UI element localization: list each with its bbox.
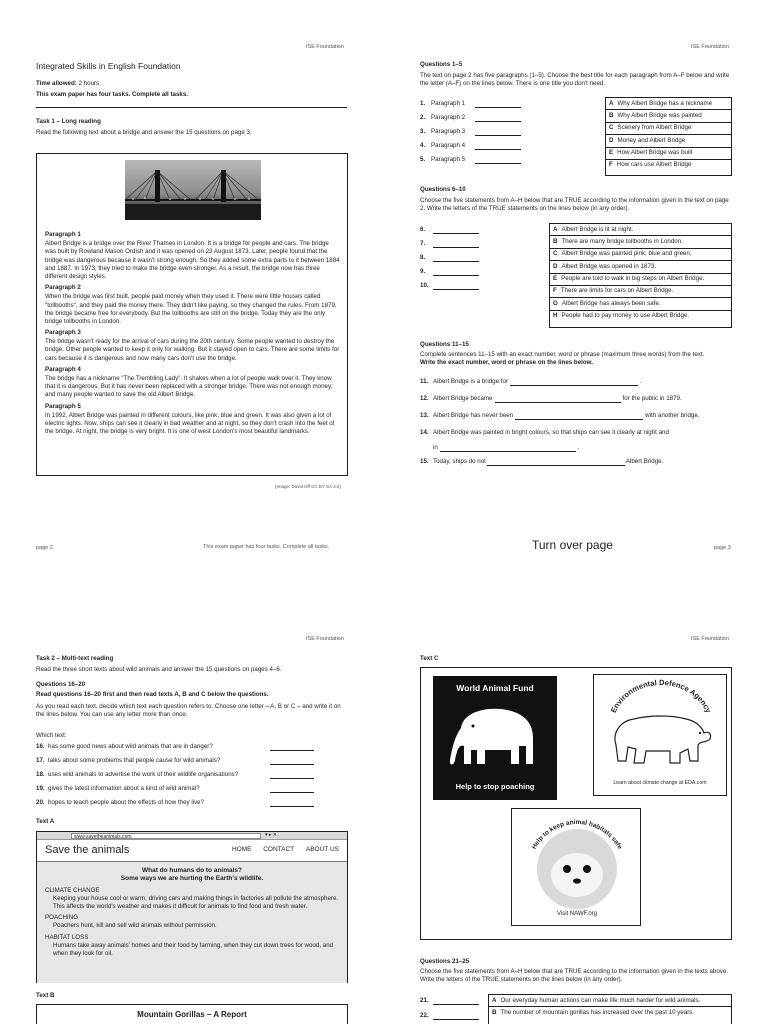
option-item [550,249,731,261]
q14-sentence [420,429,669,437]
q16-row [36,743,314,751]
q16-instruction: As you read each text, decide which text each question refers to. Choose one letter – A, B or C – and write it on the lines below. You can use any letter more than once. [36,703,341,719]
question-number: 19. [36,785,45,792]
which-text: Which text: [36,732,67,739]
option-item [606,160,731,171]
paragraph-text: The bridge has a nickname "The Trembling Lady". It shakes when a lot of people walk over it. They know that it is dangerous. But it has never been replaced with a stronger bridge. There was not enough money, and many people wanted to save the old Albert Bridge. [45,375,333,399]
option-letter: E [609,149,614,157]
answer-line[interactable] [510,380,638,386]
text-b-box [36,1004,348,1024]
sentence-start: Albert Bridge is a bridge for [433,378,508,385]
q6-answer-row [420,240,479,248]
browser-controls-icon: ▾ ▸ ✕ [265,832,277,839]
option-letter: B [553,237,558,245]
question-number: 14. [420,429,429,436]
bridge-photo [125,160,261,220]
option-item [606,110,731,122]
sentence-end: Albert Bridge. [625,458,664,465]
option-letter: F [553,287,557,295]
q6-answer-row [420,268,479,276]
bullet-heading: CLIMATE CHANGE [45,886,100,894]
answer-line[interactable] [475,102,521,108]
page-header: ISE Foundation [691,44,729,50]
paragraph-text: Albert Bridge is a bridge over the River Thames in London. It is a bridge for people and cars. The bridge was built by Rowland Mason Ordish and it was opened on 23 August 1873. Later, people found that the bridge was dangerous because it wasn't strong enough. So they added some extra parts to it between 1884 and 1887. In 1973, they tried to make the bridge even stronger. As a result, the bridge now has three different design styles. [45,240,340,280]
answer-line[interactable] [270,759,314,765]
q21-options-box [488,994,732,1024]
site-subtitle: Some ways we are hurting the Earth's wildlife. [120,875,264,883]
eda-arc-text: Environmental Defence Agency [608,677,714,715]
sentence-end: with another bridge. [645,412,700,419]
option-item [550,311,731,322]
footer-note: This exam paper has four tasks. Complete all tasks. [203,544,330,550]
option-letter: D [609,136,614,144]
seal-icon [551,853,603,897]
option-letter: C [553,250,558,258]
option-text: People are told to walk in big steps on Albert Bridge. [561,275,705,283]
site-bullet [45,934,339,959]
question-number: 21. [420,997,429,1004]
option-item [606,135,731,147]
q16-title: Questions 16–20 [36,681,86,688]
answer-line[interactable] [475,144,521,150]
question-number: 1. [420,100,426,107]
world-animal-fund-ad [433,676,557,800]
q20-row [36,799,314,807]
sentence-start: Today, ships do not [433,458,486,465]
answer-line[interactable] [487,460,625,466]
option-letter: H [553,312,558,320]
answer-label: Paragraph 3 [431,128,466,135]
answer-line[interactable] [270,801,314,807]
option-item [550,298,731,310]
sentence-end: . [577,444,580,451]
option-letter: A [553,225,558,233]
option-item [489,1007,731,1018]
option-text: How Albert Bridge was built [617,149,693,157]
nav-about-us[interactable]: ABOUT US [305,845,339,853]
ad-slogan: Help to stop poaching [455,782,535,792]
answer-label: Paragraph 1 [431,100,466,107]
option-item [550,236,731,248]
answer-line[interactable] [440,446,576,452]
page-header: ISE Foundation [306,44,344,50]
text-a-label: Text A [36,818,55,825]
question-number: 17. [36,757,45,764]
site-nav [222,846,339,855]
question-number: 16. [36,743,45,750]
answer-line[interactable] [433,228,479,234]
paragraph-4 [45,366,340,400]
answer-line[interactable] [270,787,314,793]
q15-sentence [420,458,663,466]
q6-options-box [549,223,732,328]
site-header [37,840,347,862]
option-item [550,261,731,273]
q1-answer-row [420,142,521,150]
q17-row [36,757,314,765]
answer-label: Paragraph 4 [431,142,466,149]
q11-instruction [420,351,735,367]
site-content [37,862,347,983]
turn-over-text: Turn over page [532,538,613,552]
paragraph-list [45,228,340,436]
q1-instruction: The text on page 2 has five paragraphs (1–5). Choose the best title for each paragraph from A–F below and write the letter (A–F) on the lines below. There is one title you don't need. [420,72,730,88]
paragraph-heading: Paragraph 5 [45,402,81,410]
sentence-end: . [639,378,642,385]
sentence-continuation: in [433,444,438,451]
option-text: Why Albert Bridge was painted [617,111,702,119]
site-bullet [45,914,339,930]
question-number: 6. [420,226,426,233]
option-letter: C [609,124,614,132]
q21-title: Questions 21–25 [420,958,470,965]
option-item [606,98,731,110]
eda-logo [594,675,728,775]
option-item [606,123,731,135]
question-number: 13. [420,412,429,419]
option-text: Albert Bridge has always been safe. [561,299,661,307]
q21-instruction: Choose the five statements from A–H below that are TRUE according to the information given in the texts above. Write the letters of the TRUE statements on the lines below (in any order). [420,968,729,984]
option-item [550,274,731,286]
bullet-text: Poachers hunt, kill and sell wild animals without permission. [53,922,217,930]
question-text: talks about some problems that people cause for wild animals? [48,757,221,764]
question-number: 9. [420,268,426,275]
svg-text:Environmental Defence Agency [609,678,714,715]
question-number: 15. [420,458,429,465]
q1-answer-row [420,100,521,108]
question-number: 10. [420,282,429,289]
website-screenshot [36,831,348,983]
page-number: page 3 [714,545,731,551]
paragraph-5 [45,403,340,437]
option-text: There are many bridge tollbooths in London. [561,237,683,245]
answer-line[interactable] [495,397,621,403]
sentence-start: Albert Bridge became [433,395,493,402]
answer-line[interactable] [475,116,521,122]
question-text: has some good news about wild animals that are in danger? [48,743,213,750]
nawf-ad [511,808,641,926]
question-text: gives the latest information about a kind of wild animal? [48,785,200,792]
q6-answer-row [420,226,479,234]
paragraph-1 [45,231,340,281]
text-b-title: Mountain Gorillas – A Report [137,1010,247,1019]
image-credit: (Image: David Iliff CC BY SA 3.0) [275,484,341,489]
option-letter: A [492,996,497,1004]
q1-answer-row [420,156,521,164]
q6-answer-row [420,282,479,290]
paragraph-heading: Paragraph 1 [45,231,81,238]
answer-line[interactable] [270,773,314,779]
question-number: 12. [420,395,429,402]
nawf-arc-text: Help to keep animal habitats safe [530,818,624,851]
option-item [550,286,731,298]
paragraph-heading: Paragraph 3 [45,329,81,337]
paragraph-2 [45,284,340,326]
reading-text-box [36,153,348,476]
question-number: 7. [420,240,426,247]
option-text: Albert Bridge is lit at night. [561,225,634,233]
q13-sentence [420,412,700,420]
site-bullet [45,887,339,912]
bullet-heading: HABITAT LOSS [45,933,89,941]
answer-label: Paragraph 2 [431,114,466,121]
option-letter: A [609,99,614,107]
paragraph-text: In 1992, Albert Bridge was painted in different colours, like pink, blue and green. It was also given a lot of electric lights. Now, ships can see it clearly in bad weather and at night, so they don't crash into the feet of the bridge. At night, the bridge is very bright. It is one of west London's most beautiful landmarks. [45,411,335,436]
exam-title: Integrated Skills in English Foundation [36,61,181,71]
option-text: People had to pay money to use Albert Bridge. [561,312,690,320]
answer-line[interactable] [475,158,521,164]
answer-line[interactable] [475,130,521,136]
page-number: page 2 [36,545,53,551]
divider [36,107,347,108]
option-letter: E [553,275,558,283]
polar-bear-icon [615,716,711,763]
q6-title: Questions 6–10 [420,186,466,193]
paragraph-heading: Paragraph 2 [45,284,81,292]
option-item [606,148,731,160]
paragraph-3 [45,329,340,363]
option-item [550,224,731,236]
task-title: Task 2 – Multi-text reading [36,655,114,662]
answer-line[interactable] [433,270,479,276]
question-text: uses wild animals to advertise the work of their wildlife organisations? [48,771,239,778]
bridge-illustration [125,160,261,220]
q12-sentence [420,395,682,403]
task-title: Task 1 – Long reading [36,118,101,125]
question-number: 3. [420,128,426,135]
q6-answer-list [420,224,490,294]
address-bar[interactable]: www.savetheanimals.com [71,833,261,839]
q11-instruction-text: Complete sentences 11–15 with an exact number, word or phrase (maximum three words) from the text. [420,351,705,358]
question-number: 22. [420,1012,429,1019]
option-text: Albert Bridge was opened in 1873. [561,262,657,270]
q11-title: Questions 11–15 [420,341,469,348]
question-number: 4. [420,142,426,149]
option-item [489,995,731,1007]
tasks-note: This exam paper has four tasks. Complete all tasks. [36,91,188,98]
question-number: 2. [420,114,426,121]
question-text: hopes to teach people about the effects of how they live? [48,799,205,806]
paragraph-text: When the bridge was first built, people paid money when they used it. There were little houses called "tollbooths", and they paid the money there. They didn't like paying, so they changed the rules. From 1879, the bridge became free for everybody. But the tollbooths are still on the bridge. Today they are the only bridge tollbooths in London. [45,293,337,325]
question-number: 18. [36,771,45,778]
question-number: 8. [420,254,426,261]
nawf-logo [512,809,642,927]
q16-bold-instruction: Read questions 16–20 first and then read texts A, B and C below the questions. [36,691,269,698]
q1-options-box [605,97,732,176]
option-letter: G [553,299,558,307]
q6-answer-row [420,254,479,262]
q18-row [36,771,314,779]
page-header: ISE Foundation [306,636,344,642]
text-c-label: Text C [420,655,439,662]
answer-line[interactable] [433,1014,479,1020]
q1-answer-row [420,114,521,122]
q1-answer-list [420,98,600,168]
answer-line[interactable] [433,284,479,290]
q11-instruction-bold: Write the exact number, word or phrase on the lines below. [420,359,593,367]
option-letter: D [553,262,558,270]
answer-label: Paragraph 5 [431,156,466,163]
answer-line[interactable] [433,242,479,248]
sentence-start: Albert Bridge was painted in bright colours, so that ships can see it clearly at night and [433,429,669,436]
option-letter: F [609,161,613,169]
ad-title: World Animal Fund [456,683,534,693]
answer-line[interactable] [270,745,314,751]
answer-line[interactable] [515,414,643,420]
option-letter: B [492,1008,497,1016]
site-question: What do humans do to animals? [141,866,243,874]
text-c-box [420,667,732,940]
sentence-end: for the public in 1879. [622,395,682,402]
q19-row [36,785,314,793]
page-header: ISE Foundation [691,636,729,642]
q22-row [420,1012,479,1020]
option-text: Scenery from Albert Bridge [617,124,692,132]
bullet-heading: POACHING [45,914,79,922]
nav-home[interactable]: HOME [231,845,252,853]
answer-line[interactable] [433,256,479,262]
q14-continuation [433,444,580,452]
option-text: Why Albert Bridge has a nickname [617,99,713,107]
task-instruction: Read the following text about a bridge and answer the 15 questions on page 3. [36,129,252,136]
question-number: 5. [420,156,426,163]
q21-row [420,997,479,1005]
time-allowed [36,80,99,88]
eda-note: Learn about climate change at EDA.com [613,780,707,787]
q11-sentence [420,378,642,386]
option-text: Our everyday human actions can make life much harder for wild animals. [500,996,701,1004]
q1-title: Questions 1–5 [420,61,463,68]
time-value: 2 hours [78,80,100,87]
option-text: The number of mountain gorillas has increased over the past 10 years. [500,1008,695,1016]
task-instruction: Read the three short texts about wild animals and answer the 15 questions on pages 4–6. [36,666,282,673]
q6-instruction: Choose the five statements from A–H below that are TRUE according to the information given in the text on page 2. Write the letters of the TRUE statements on the lines below (in any order). [420,197,729,213]
site-title: Save the animals [45,844,130,856]
bullet-text: Keeping your house cool or warm, driving cars and making things in factories all pollute the atmosphere. This affects the world's weather and makes it difficult for animals to find food and fresh water. [53,894,339,911]
text-b-label: Text B [36,992,55,999]
nawf-visit: Visit NAWF.org [556,911,598,917]
option-letter: B [609,111,614,119]
sentence-start: Albert Bridge has never been [433,412,514,419]
question-number: 11. [420,378,429,385]
eda-ad [593,674,727,796]
elephant-icon [433,698,557,778]
option-text: How cars use Albert Bridge [616,161,692,169]
answer-line[interactable] [433,999,479,1005]
paragraph-text: The bridge wasn't ready for the arrival of cars during the 20th century. Some people wanted to destroy the bridge. Other people wanted to keep it only for walking. But it stayed open to cars. There are some limits for cars because it is dangerous and now many cars don't use the bridge. [45,338,340,362]
time-label: Time allowed: [36,80,77,87]
q1-answer-row [420,128,521,136]
option-text: Albert Bridge was painted pink, blue and green. [561,250,692,258]
option-text: Money and Albert Bridge [617,136,686,144]
paragraph-heading: Paragraph 4 [45,365,81,373]
browser-toolbar [37,832,347,840]
question-number: 20. [36,799,45,806]
option-text: There are limits for cars on Albert Bridge. [560,287,674,295]
bullet-text: Humans take away animals' homes and their food by farming, when they cut down trees for wood, and when they look for oil. [53,941,334,957]
nav-contact[interactable]: CONTACT [263,845,295,853]
